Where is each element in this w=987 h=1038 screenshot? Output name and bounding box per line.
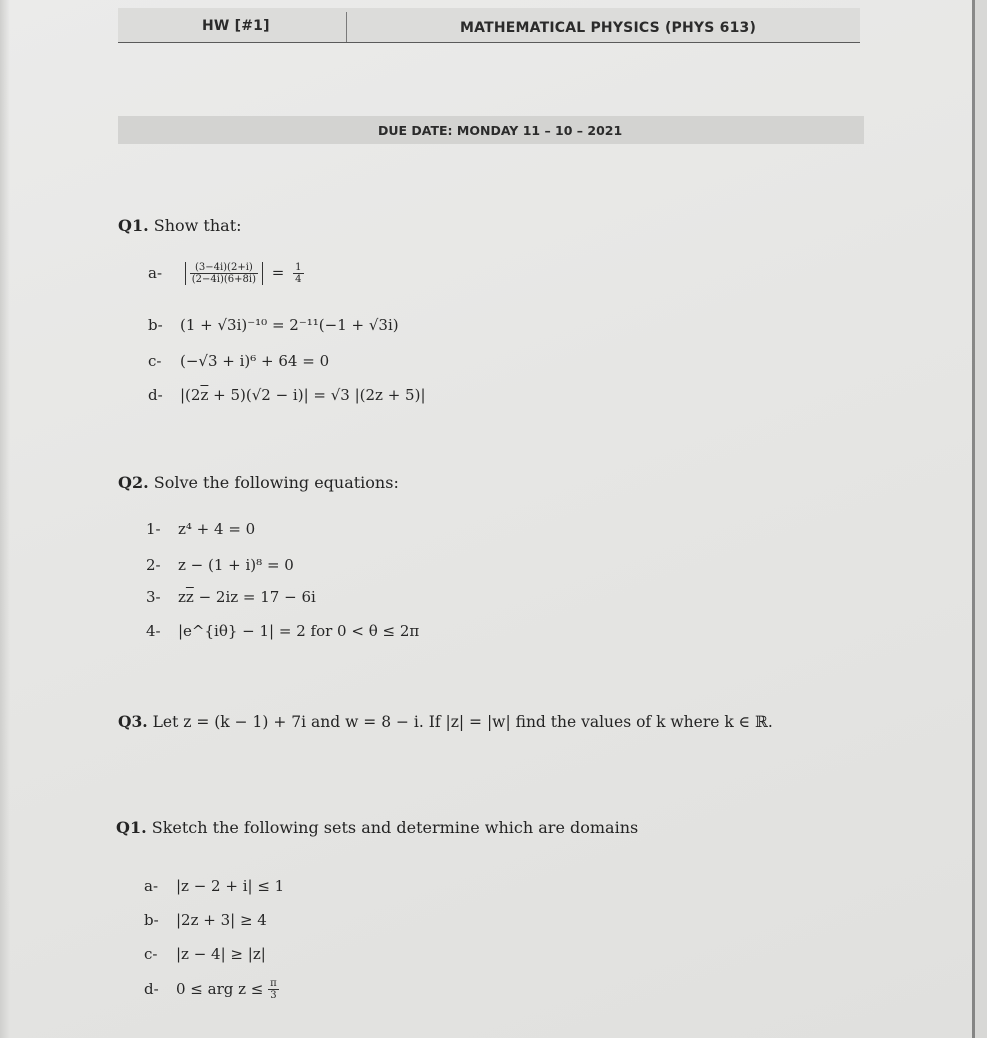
item-label: 4- bbox=[146, 622, 161, 640]
item-expression: (1 + √3i)⁻¹⁰ = 2⁻¹¹(−1 + √3i) bbox=[180, 316, 399, 334]
item-expression: $|(2\overline{z} + 5)(√2 - i)| = √3$ |(2z + 5)| bbox=[180, 386, 426, 404]
item-expression: (−√3 + i)⁶ + 64 = 0 bbox=[180, 352, 330, 370]
q2-item-4 bbox=[146, 622, 419, 640]
page-shadow-right bbox=[975, 0, 987, 1038]
header-divider bbox=[346, 12, 347, 42]
conjugate-z: $\overline{z}$ bbox=[200, 386, 209, 404]
q1-item-a bbox=[148, 262, 304, 285]
item-label: b- bbox=[144, 911, 159, 929]
item-label: 3- bbox=[146, 588, 161, 606]
q2-item-1 bbox=[146, 520, 255, 538]
page-shadow-left bbox=[0, 0, 10, 1038]
item-label: d- bbox=[144, 979, 159, 998]
pi-over-three: $\frac{\pi}{3}$ bbox=[270, 978, 277, 1001]
q4-item-b bbox=[144, 911, 267, 929]
item-expression: 0 ≤ arg z ≤ $\frac{\pi}{3}$ bbox=[176, 978, 277, 1001]
q1-item-b bbox=[148, 316, 399, 334]
item-label: a- bbox=[144, 877, 159, 895]
conjugate-z: $\overline{z}$ bbox=[185, 588, 194, 606]
due-date: DUE DATE: MONDAY 11 – 10 – 2021 bbox=[378, 123, 623, 138]
q4-item-d bbox=[144, 978, 279, 1001]
item-expression: z − (1 + i)⁸ = 0 bbox=[178, 556, 294, 574]
item-label: 2- bbox=[146, 556, 161, 574]
equals-sign: = bbox=[271, 263, 285, 282]
item-label: a- bbox=[148, 263, 163, 282]
item-expression: |z − 4| ≥ |z| bbox=[176, 945, 266, 963]
item-expression: $z\overline{z} - 2iz = 17 - 6i$ bbox=[178, 588, 316, 606]
homework-number: HW [#1] bbox=[202, 18, 270, 34]
q2-item-3 bbox=[146, 588, 316, 606]
item-label: b- bbox=[148, 316, 163, 334]
q4-title: Sketch the following sets and determine which are domains bbox=[151, 818, 639, 837]
q4-heading bbox=[116, 818, 638, 837]
item-expression: |z − 2 + i| ≤ 1 bbox=[176, 877, 285, 895]
item-expression: |2z + 3| ≥ 4 bbox=[176, 911, 267, 929]
q1-item-d bbox=[148, 386, 426, 404]
q4-number: Q1. bbox=[116, 818, 147, 837]
item-label: d- bbox=[148, 386, 163, 404]
fraction-denominator: (2−4i)(6+8i) bbox=[191, 274, 256, 285]
q1-heading bbox=[118, 216, 242, 235]
q3-text: Let z = (k − 1) + 7i and w = 8 − i. If |z| = |w| find the values of k where k ∈ ℝ. bbox=[152, 713, 773, 731]
rhs-fraction bbox=[293, 262, 303, 285]
item-label: c- bbox=[144, 945, 158, 963]
fraction-numerator: 1 bbox=[295, 262, 302, 273]
q1-number: Q1. bbox=[118, 216, 149, 235]
q3-heading bbox=[118, 712, 773, 731]
q1-title: Show that: bbox=[153, 216, 242, 235]
page-edge bbox=[972, 0, 975, 1038]
q2-title: Solve the following equations: bbox=[153, 473, 399, 492]
fraction-numerator: (3−4i)(2+i) bbox=[190, 262, 258, 274]
course-title: MATHEMATICAL PHYSICS (PHYS 613) bbox=[460, 20, 757, 36]
item-expression: z⁴ + 4 = 0 bbox=[178, 520, 256, 538]
q1-item-c bbox=[148, 352, 329, 370]
q2-heading bbox=[118, 473, 399, 492]
item-label: 1- bbox=[146, 520, 161, 538]
item-expression: |e^{iθ} − 1| = 2 for 0 < θ ≤ 2π bbox=[178, 622, 420, 640]
q4-item-c bbox=[144, 945, 266, 963]
q2-number: Q2. bbox=[118, 473, 149, 492]
q4-item-a bbox=[144, 877, 284, 895]
q2-item-2 bbox=[146, 556, 294, 574]
item-label: c- bbox=[148, 352, 162, 370]
q3-number: Q3. bbox=[118, 712, 148, 731]
abs-value-fraction bbox=[185, 262, 263, 285]
fraction-denominator: 4 bbox=[295, 274, 302, 285]
